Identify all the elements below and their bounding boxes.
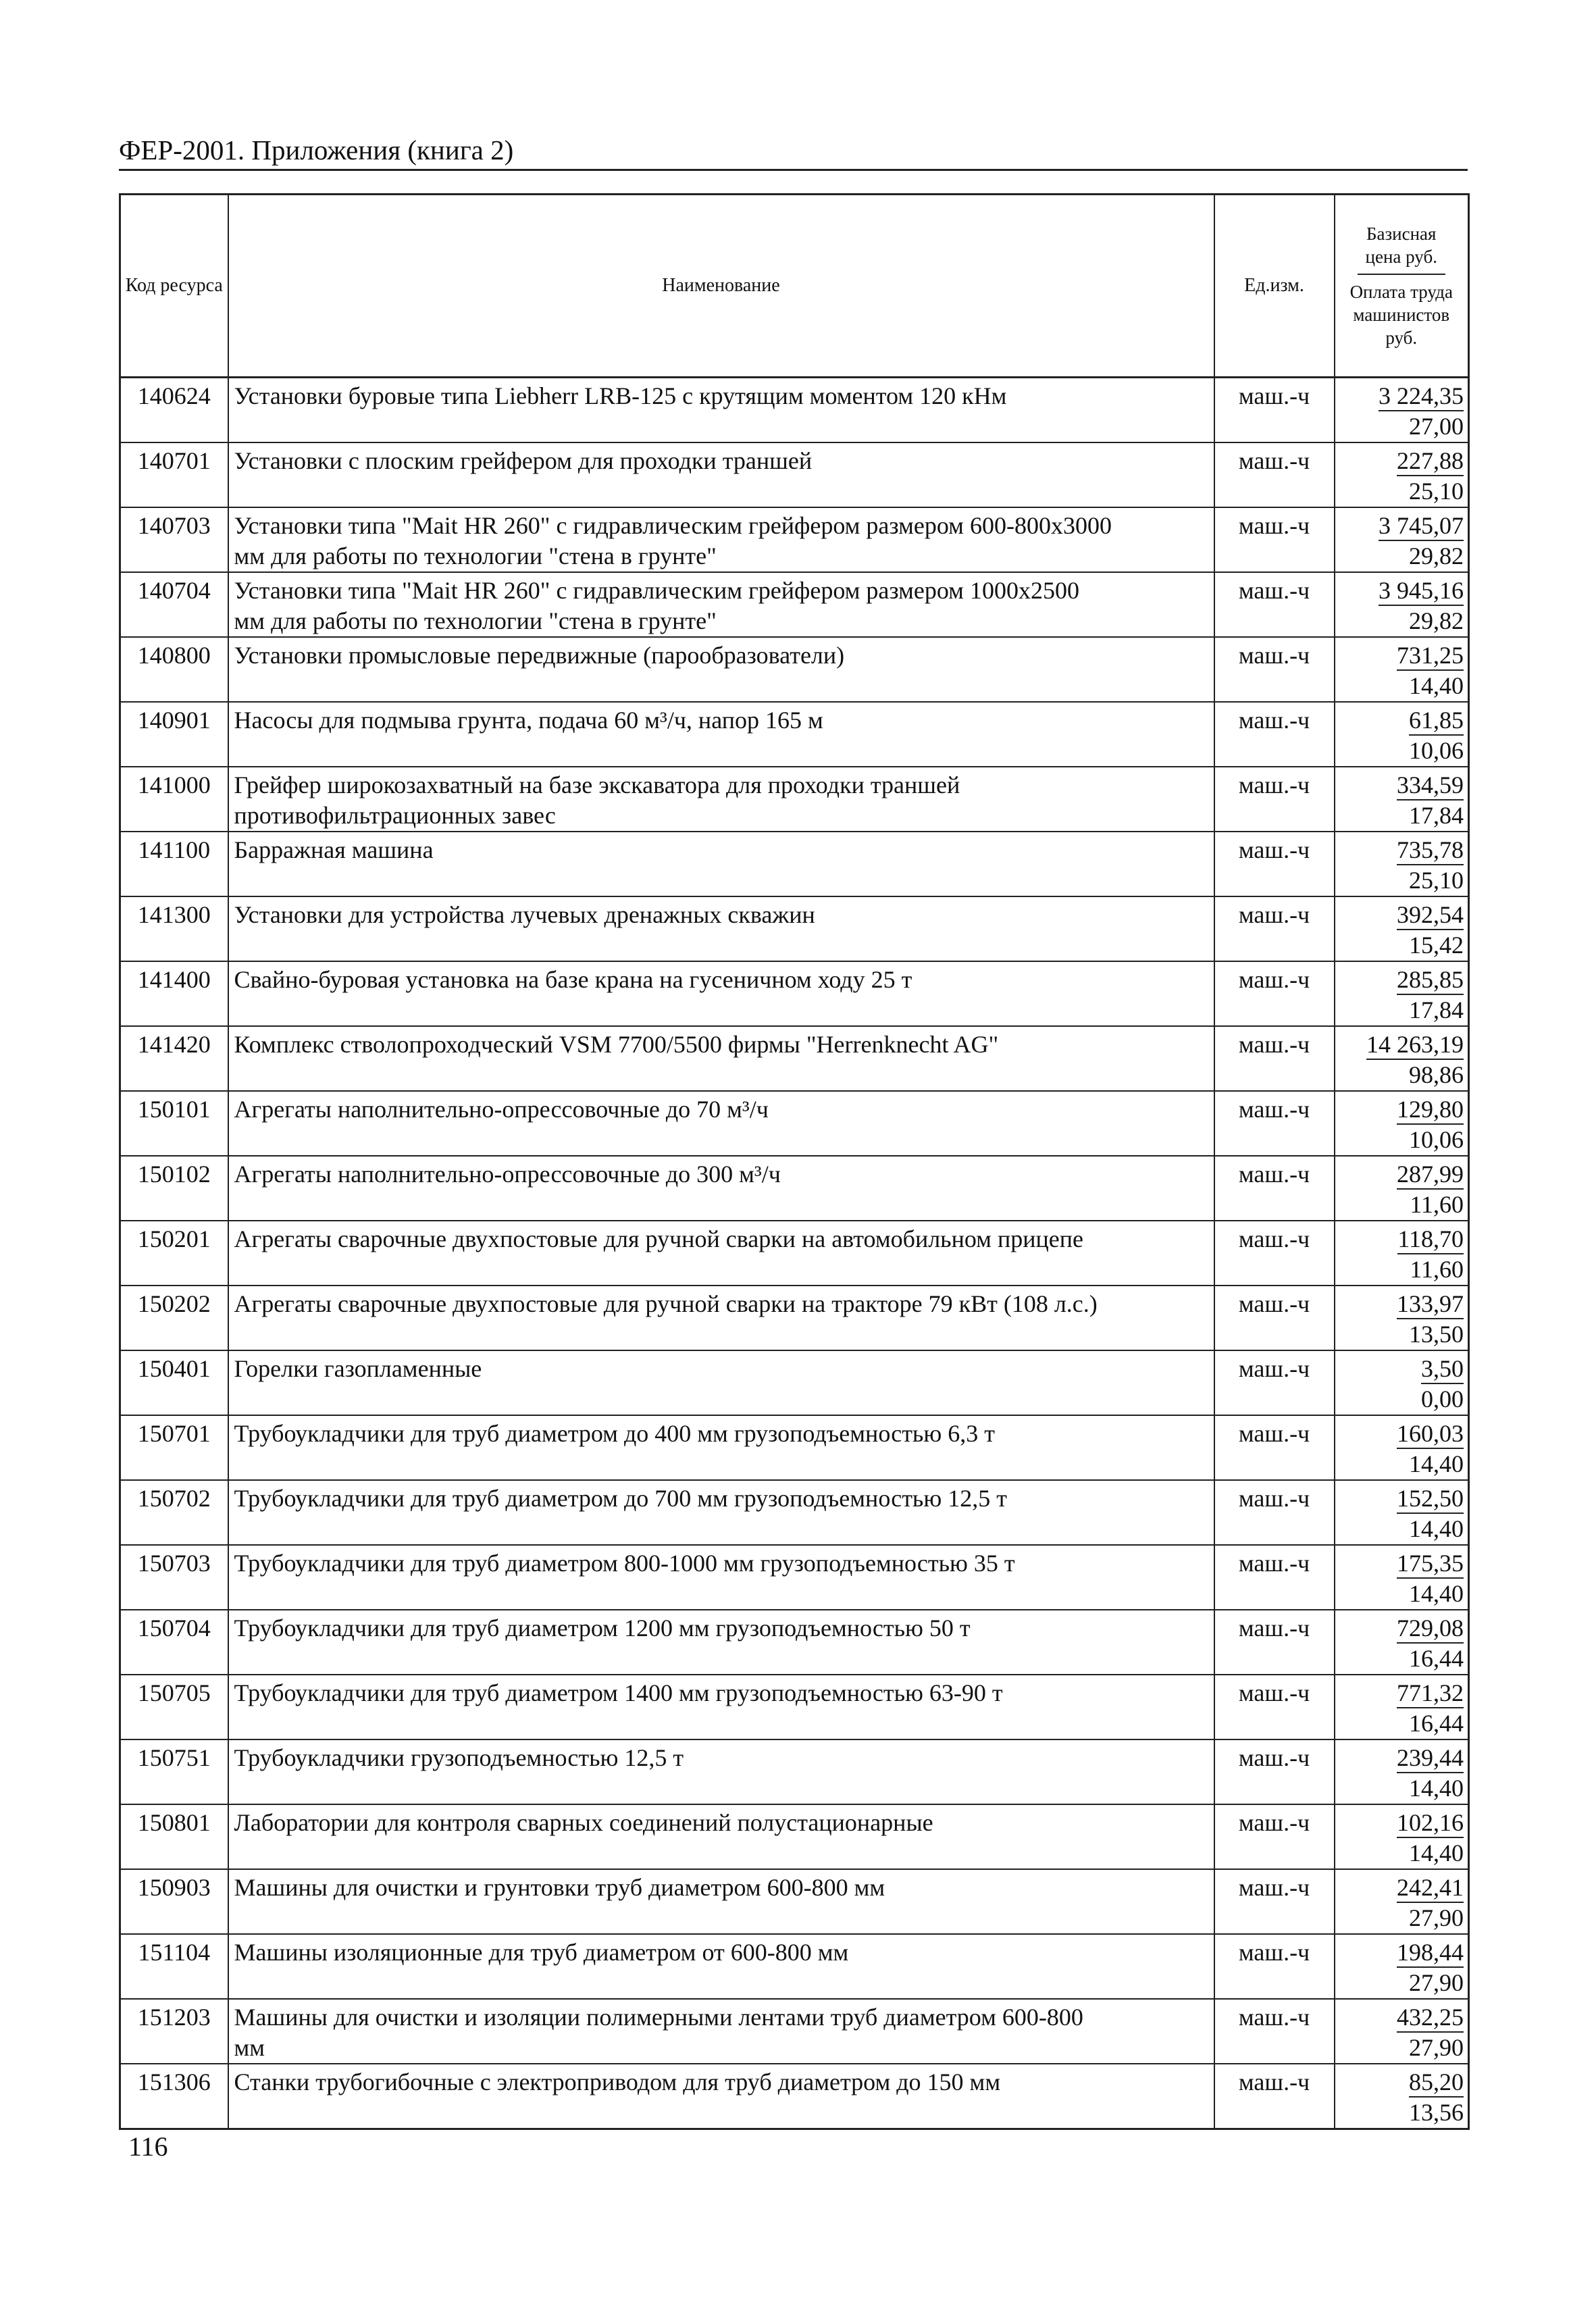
operator-wage: 16,44: [1409, 1645, 1464, 1672]
table-row: [120, 832, 1469, 896]
resource-price-cell: [1335, 442, 1469, 507]
resource-unit: маш.-ч: [1214, 507, 1335, 572]
resource-name-line: Машины изоляционные для труб диаметром от 600-800 мм: [234, 1939, 849, 1966]
table-row: [120, 572, 1469, 637]
table-row: [120, 1999, 1469, 2064]
resource-name: [228, 1415, 1214, 1480]
base-price: 285,85: [1397, 965, 1464, 995]
base-price: 242,41: [1397, 1873, 1464, 1903]
resource-code: 141000: [120, 767, 228, 832]
base-price: 14 263,19: [1366, 1030, 1464, 1060]
base-price: 731,25: [1397, 641, 1464, 671]
resource-price-cell: [1335, 1999, 1469, 2064]
base-price: 239,44: [1397, 1744, 1464, 1773]
base-price: 392,54: [1397, 900, 1464, 930]
resource-unit: маш.-ч: [1214, 1675, 1335, 1739]
resource-unit: маш.-ч: [1214, 1739, 1335, 1804]
header-name: Наименование: [228, 195, 1214, 378]
resource-unit: маш.-ч: [1214, 1480, 1335, 1545]
table-row: [120, 1415, 1469, 1480]
resource-name-line: Агрегаты сварочные двухпостовые для ручной сварки на тракторе 79 кВт (108 л.с.): [234, 1290, 1098, 1317]
base-price: 334,59: [1397, 771, 1464, 800]
resource-name-line: Станки трубогибочные с электроприводом для труб диаметром до 150 мм: [234, 2068, 1001, 2095]
resource-code: 151306: [120, 2064, 228, 2129]
resource-code: 151104: [120, 1934, 228, 1999]
resource-unit: маш.-ч: [1214, 2064, 1335, 2129]
operator-wage: 16,44: [1409, 1710, 1464, 1737]
operator-wage: 13,56: [1409, 2099, 1464, 2126]
resource-unit: маш.-ч: [1214, 1350, 1335, 1415]
resource-code: 140624: [120, 378, 228, 443]
resource-name-line: Установки промысловые передвижные (парообразователи): [234, 642, 845, 669]
resource-price-cell: [1335, 572, 1469, 637]
resource-name-line: противофильтрационных завес: [234, 802, 556, 829]
operator-wage: 14,40: [1409, 672, 1464, 699]
resource-code: 141400: [120, 961, 228, 1026]
resource-name-line: Установки для устройства лучевых дренажных скважин: [234, 901, 815, 928]
table-row: [120, 702, 1469, 767]
resource-name: [228, 1026, 1214, 1091]
table-row: [120, 961, 1469, 1026]
resource-price-cell: [1335, 637, 1469, 702]
resource-code: 150401: [120, 1350, 228, 1415]
base-price: 287,99: [1397, 1160, 1464, 1190]
resource-code: 150101: [120, 1091, 228, 1156]
resource-name: [228, 1480, 1214, 1545]
resource-price-cell: [1335, 702, 1469, 767]
operator-wage: 27,00: [1409, 413, 1464, 440]
resource-code: 140901: [120, 702, 228, 767]
resource-price-cell: [1335, 896, 1469, 961]
base-price: 3 224,35: [1379, 382, 1464, 411]
resource-unit: маш.-ч: [1214, 1026, 1335, 1091]
table-row: [120, 1480, 1469, 1545]
base-price: 118,70: [1397, 1225, 1464, 1254]
table-row: [120, 442, 1469, 507]
resource-unit: маш.-ч: [1214, 896, 1335, 961]
resource-name: [228, 1221, 1214, 1286]
resource-price-cell: [1335, 507, 1469, 572]
resource-name-line: Трубоукладчики грузоподъемностью 12,5 т: [234, 1744, 684, 1771]
base-price: 175,35: [1397, 1549, 1464, 1579]
base-price: 160,03: [1397, 1419, 1464, 1449]
table-row: [120, 896, 1469, 961]
resource-name-line: Установки типа "Mait HR 260" с гидравлическим грейфером размером 1000х2500: [234, 577, 1079, 604]
operator-wage: 17,84: [1409, 802, 1464, 829]
header-price-block: [1338, 222, 1466, 349]
operator-wage: 15,42: [1409, 932, 1464, 959]
table-row: [120, 1091, 1469, 1156]
table-row: [120, 1156, 1469, 1221]
resource-name: [228, 702, 1214, 767]
resource-name: [228, 896, 1214, 961]
operator-wage: 29,82: [1409, 542, 1464, 569]
operator-wage: 11,60: [1410, 1191, 1464, 1218]
resource-name: [228, 1156, 1214, 1221]
table-header: [120, 195, 1469, 378]
resource-name-line: Насосы для подмыва грунта, подача 60 м³/ч, напор 165 м: [234, 707, 823, 734]
header-code: Код ресурса: [120, 195, 228, 378]
resource-name-line: Трубоукладчики для труб диаметром до 700 мм грузоподъемностью 12,5 т: [234, 1485, 1007, 1512]
page-number: 116: [128, 2131, 168, 2162]
resource-price-cell: [1335, 378, 1469, 443]
operator-wage: 10,06: [1409, 737, 1464, 764]
resource-name: [228, 1545, 1214, 1610]
resource-name: [228, 2064, 1214, 2129]
resource-name: [228, 637, 1214, 702]
resource-name: [228, 767, 1214, 832]
base-price: 735,78: [1397, 836, 1464, 865]
page-header: [119, 132, 1468, 171]
resource-name: [228, 961, 1214, 1026]
operator-wage: 25,10: [1409, 867, 1464, 894]
resource-name: [228, 572, 1214, 637]
resource-code: 150701: [120, 1415, 228, 1480]
resource-name-line: Грейфер широкозахватный на базе экскаватора для проходки траншей: [234, 771, 960, 798]
resource-name-line: мм для работы по технологии "стена в грунте": [234, 607, 717, 634]
resource-name-line: Трубоукладчики для труб диаметром 800-1000 мм грузоподъемностью 35 т: [234, 1550, 1015, 1577]
base-price: 198,44: [1397, 1938, 1464, 1968]
resource-price-cell: [1335, 1480, 1469, 1545]
resource-name: [228, 442, 1214, 507]
resource-price-cell: [1335, 1675, 1469, 1739]
resource-name-line: Машины для очистки и изоляции полимерными лентами труб диаметром 600-800: [234, 2004, 1083, 2031]
resource-unit: маш.-ч: [1214, 1869, 1335, 1934]
resource-price-cell: [1335, 961, 1469, 1026]
base-price: 129,80: [1397, 1095, 1464, 1125]
table-row: [120, 1804, 1469, 1869]
resource-code: 150704: [120, 1610, 228, 1675]
resource-name: [228, 1869, 1214, 1934]
resource-unit: маш.-ч: [1214, 1545, 1335, 1610]
resource-name: [228, 1610, 1214, 1675]
resource-code: 140704: [120, 572, 228, 637]
resource-unit: маш.-ч: [1214, 1286, 1335, 1350]
resource-price-cell: [1335, 832, 1469, 896]
table-row: [120, 1545, 1469, 1610]
resource-name-line: Агрегаты наполнительно-опрессовочные до 70 м³/ч: [234, 1096, 769, 1123]
operator-wage: 0,00: [1421, 1386, 1464, 1413]
resource-name-line: Агрегаты сварочные двухпостовые для ручной сварки на автомобильном прицепе: [234, 1225, 1083, 1252]
operator-wage: 25,10: [1409, 478, 1464, 505]
table-body: [120, 378, 1469, 2129]
base-price: 3 945,16: [1379, 576, 1464, 606]
base-price: 771,32: [1397, 1679, 1464, 1708]
resource-name-line: Барражная машина: [234, 836, 434, 863]
operator-wage: 27,90: [1409, 1969, 1464, 1996]
base-price: 227,88: [1397, 447, 1464, 476]
header-base-price: Базисная цена руб.: [1358, 222, 1445, 275]
operator-wage: 14,40: [1409, 1450, 1464, 1477]
table-row: [120, 1350, 1469, 1415]
resource-name: [228, 1999, 1214, 2064]
resource-price-table: [119, 193, 1470, 2130]
resource-name: [228, 507, 1214, 572]
resource-unit: маш.-ч: [1214, 1999, 1335, 2064]
base-price: 3 745,07: [1379, 511, 1464, 541]
resource-price-cell: [1335, 1869, 1469, 1934]
resource-price-cell: [1335, 1804, 1469, 1869]
resource-name-line: Агрегаты наполнительно-опрессовочные до 300 м³/ч: [234, 1161, 781, 1188]
resource-code: 150751: [120, 1739, 228, 1804]
operator-wage: 29,82: [1409, 607, 1464, 634]
resource-code: 150703: [120, 1545, 228, 1610]
resource-price-cell: [1335, 1934, 1469, 1999]
resource-name: [228, 378, 1214, 443]
resource-price-cell: [1335, 1091, 1469, 1156]
resource-price-cell: [1335, 767, 1469, 832]
resource-name: [228, 1286, 1214, 1350]
resource-code: 151203: [120, 1999, 228, 2064]
resource-price-cell: [1335, 1026, 1469, 1091]
base-price: 152,50: [1397, 1484, 1464, 1514]
table-row: [120, 2064, 1469, 2129]
header-unit: Ед.изм.: [1214, 195, 1335, 378]
operator-wage: 13,50: [1409, 1321, 1464, 1348]
resource-name: [228, 1804, 1214, 1869]
resource-price-cell: [1335, 1545, 1469, 1610]
base-price: 61,85: [1409, 706, 1464, 736]
resource-name: [228, 1675, 1214, 1739]
resource-unit: маш.-ч: [1214, 1934, 1335, 1999]
resource-unit: маш.-ч: [1214, 1156, 1335, 1221]
resource-unit: маш.-ч: [1214, 1415, 1335, 1480]
resource-code: 140703: [120, 507, 228, 572]
resource-price-cell: [1335, 1156, 1469, 1221]
resource-price-cell: [1335, 1286, 1469, 1350]
table-row: [120, 1869, 1469, 1934]
operator-wage: 17,84: [1409, 996, 1464, 1023]
resource-name-line: мм: [234, 2034, 265, 2061]
resource-name-line: Машины для очистки и грунтовки труб диаметром 600-800 мм: [234, 1874, 885, 1901]
resource-code: 150202: [120, 1286, 228, 1350]
header-row: [120, 195, 1469, 378]
resource-code: 150201: [120, 1221, 228, 1286]
operator-wage: 14,40: [1409, 1839, 1464, 1866]
resource-name: [228, 1739, 1214, 1804]
resource-unit: маш.-ч: [1214, 1804, 1335, 1869]
resource-unit: маш.-ч: [1214, 832, 1335, 896]
table-row: [120, 1675, 1469, 1739]
resource-price-cell: [1335, 1739, 1469, 1804]
resource-code: 141100: [120, 832, 228, 896]
resource-name-line: Комплекс стволопроходческий VSM 7700/5500 фирмы "Herrenknecht AG": [234, 1031, 999, 1058]
resource-name-line: Трубоукладчики для труб диаметром 1400 мм грузоподъемностью 63-90 т: [234, 1679, 1003, 1706]
resource-code: 150705: [120, 1675, 228, 1739]
resource-name: [228, 832, 1214, 896]
base-price: 432,25: [1397, 2003, 1464, 2033]
operator-wage: 27,90: [1409, 1904, 1464, 1931]
resource-name-line: Установки с плоским грейфером для проходки траншей: [234, 447, 813, 474]
resource-unit: маш.-ч: [1214, 702, 1335, 767]
base-price: 729,08: [1397, 1614, 1464, 1644]
resource-unit: маш.-ч: [1214, 1610, 1335, 1675]
table-row: [120, 637, 1469, 702]
resource-name: [228, 1934, 1214, 1999]
document-title: ФЕР-2001. Приложения (книга 2): [119, 134, 514, 166]
resource-price-cell: [1335, 1350, 1469, 1415]
resource-unit: маш.-ч: [1214, 572, 1335, 637]
operator-wage: 14,40: [1409, 1775, 1464, 1802]
resource-code: 140701: [120, 442, 228, 507]
operator-wage: 14,40: [1409, 1580, 1464, 1607]
resource-name-line: Свайно-буровая установка на базе крана на гусеничном ходу 25 т: [234, 966, 912, 993]
resource-code: 141420: [120, 1026, 228, 1091]
resource-unit: маш.-ч: [1214, 637, 1335, 702]
table-row: [120, 1610, 1469, 1675]
resource-table-wrapper: [119, 193, 1468, 2130]
operator-wage: 27,90: [1409, 2034, 1464, 2061]
resource-code: 150702: [120, 1480, 228, 1545]
resource-unit: маш.-ч: [1214, 767, 1335, 832]
resource-name-line: Горелки газопламенные: [234, 1355, 482, 1382]
resource-name-line: Установки буровые типа Liebherr LRB-125 с крутящим моментом 120 кНм: [234, 382, 1007, 409]
resource-name-line: Лаборатории для контроля сварных соединений полустационарные: [234, 1809, 933, 1836]
table-row: [120, 1934, 1469, 1999]
base-price: 133,97: [1397, 1290, 1464, 1319]
table-row: [120, 1026, 1469, 1091]
resource-price-cell: [1335, 1610, 1469, 1675]
resource-name-line: Трубоукладчики для труб диаметром до 400 мм грузоподъемностью 6,3 т: [234, 1420, 995, 1447]
resource-price-cell: [1335, 2064, 1469, 2129]
table-row: [120, 1221, 1469, 1286]
resource-unit: маш.-ч: [1214, 961, 1335, 1026]
resource-unit: маш.-ч: [1214, 378, 1335, 443]
operator-wage: 14,40: [1409, 1515, 1464, 1542]
base-price: 3,50: [1421, 1354, 1464, 1384]
header-operator-wage: Оплата труда машинистов руб.: [1349, 282, 1453, 348]
resource-code: 140800: [120, 637, 228, 702]
resource-unit: маш.-ч: [1214, 1091, 1335, 1156]
resource-name: [228, 1091, 1214, 1156]
operator-wage: 11,60: [1410, 1256, 1464, 1283]
table-row: [120, 1286, 1469, 1350]
resource-code: 150903: [120, 1869, 228, 1934]
operator-wage: 10,06: [1409, 1126, 1464, 1153]
resource-name-line: Трубоукладчики для труб диаметром 1200 мм грузоподъемностью 50 т: [234, 1615, 971, 1642]
resource-code: 150102: [120, 1156, 228, 1221]
resource-price-cell: [1335, 1221, 1469, 1286]
resource-unit: маш.-ч: [1214, 1221, 1335, 1286]
resource-price-cell: [1335, 1415, 1469, 1480]
table-row: [120, 507, 1469, 572]
header-price: [1335, 195, 1469, 378]
resource-name: [228, 1350, 1214, 1415]
base-price: 85,20: [1409, 2068, 1464, 2098]
table-row: [120, 1739, 1469, 1804]
table-row: [120, 767, 1469, 832]
table-row: [120, 378, 1469, 443]
operator-wage: 98,86: [1409, 1061, 1464, 1088]
resource-name-line: мм для работы по технологии "стена в грунте": [234, 542, 717, 569]
resource-code: 150801: [120, 1804, 228, 1869]
resource-code: 141300: [120, 896, 228, 961]
base-price: 102,16: [1397, 1808, 1464, 1838]
resource-name-line: Установки типа "Mait HR 260" с гидравлическим грейфером размером 600-800х3000: [234, 512, 1112, 539]
resource-unit: маш.-ч: [1214, 442, 1335, 507]
